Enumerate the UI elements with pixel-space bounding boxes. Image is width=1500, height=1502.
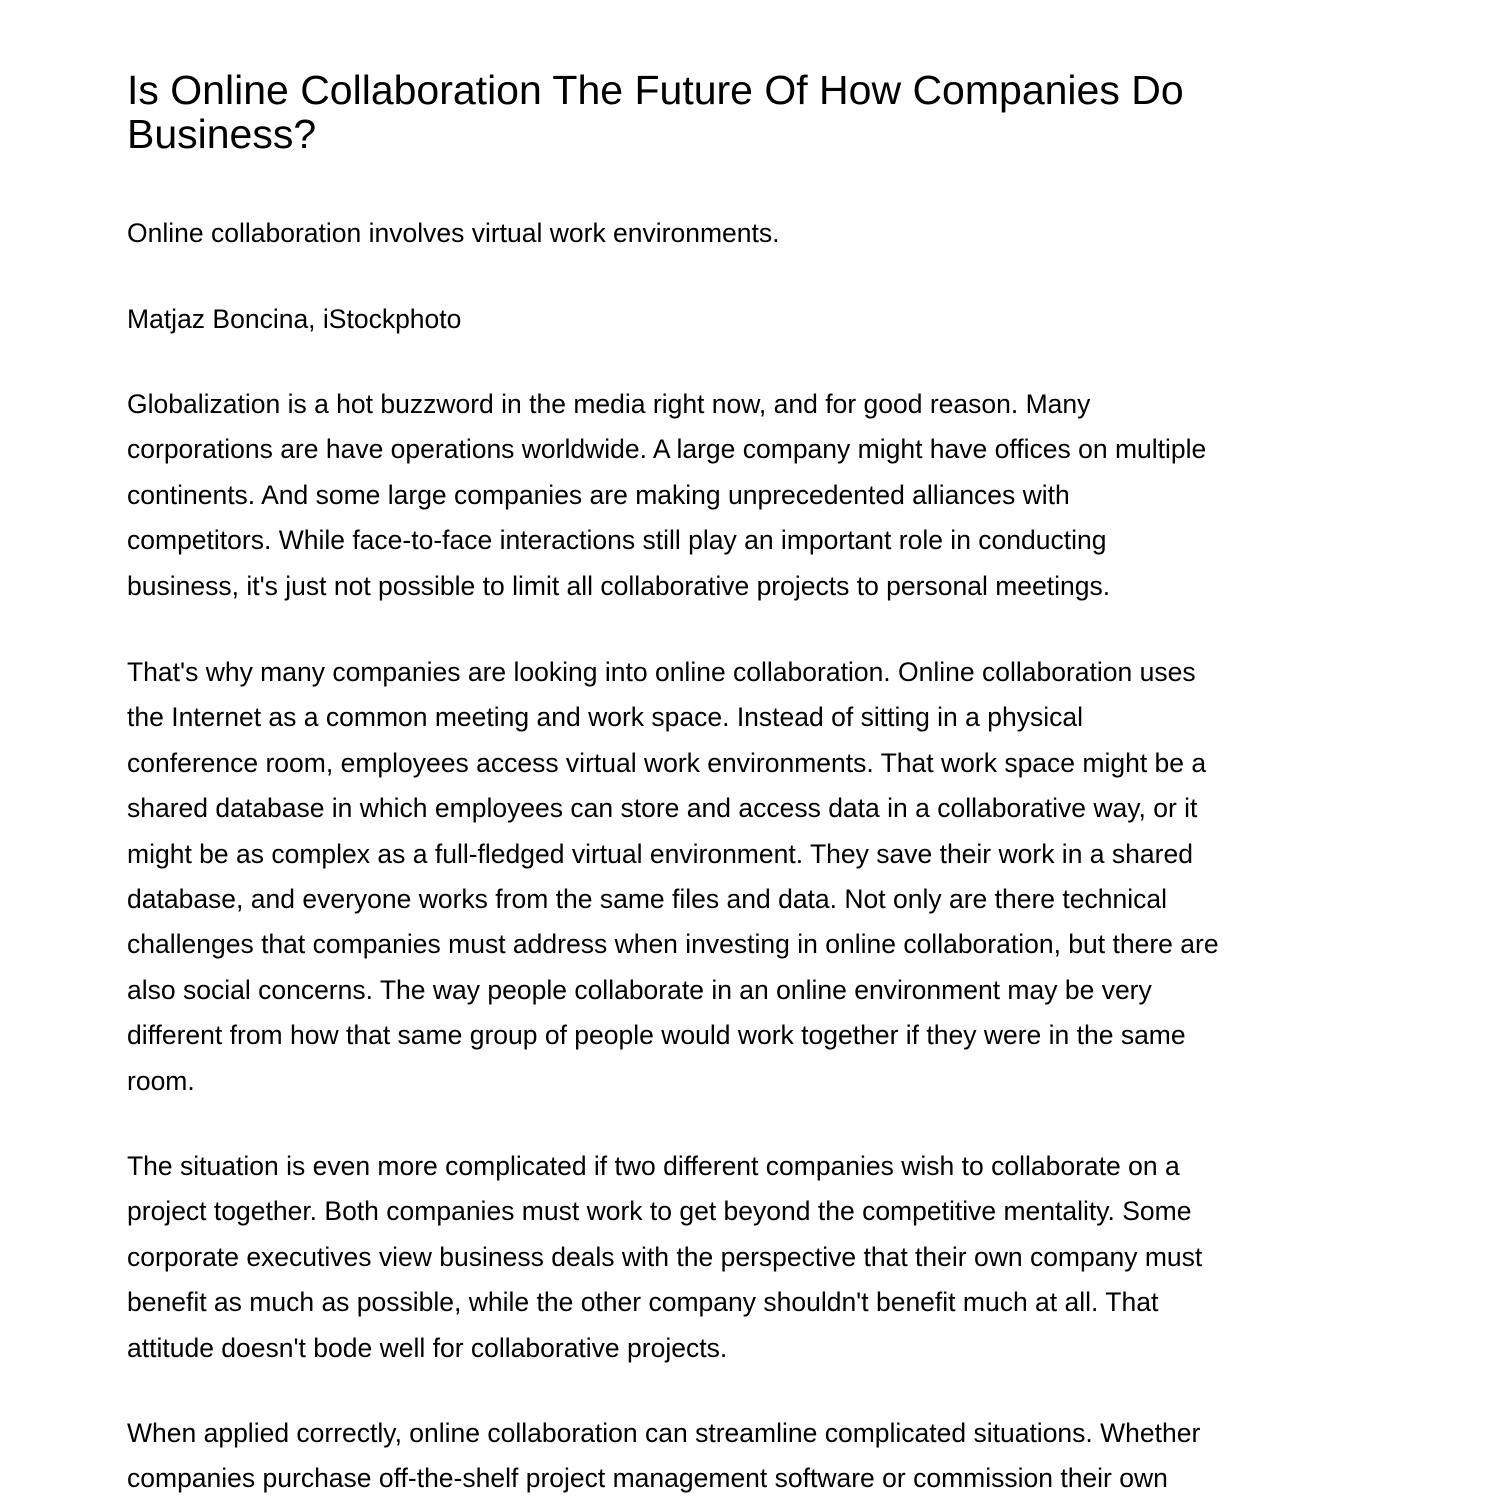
paragraph-4 [127,1411,1200,1502]
document-page [127,68,1387,156]
paragraph-line: benefit as much as possible, while the other company shouldn't benefit much at all. That [127,1287,1159,1318]
paragraph-line: project together. Both companies must work to get beyond the competitive mentality. Some [127,1196,1192,1227]
paragraph-line: room. [127,1065,195,1096]
title-line: Is Online Collaboration The Future Of How Companies Do [127,67,1184,113]
image-credit: Matjaz Boncina, iStockphoto [127,304,462,334]
paragraph-line: That's why many companies are looking into online collaboration. Online collaboration uses [127,657,1196,687]
paragraph-2 [127,650,1219,1104]
paragraph-line: also social concerns. The way people collaborate in an online environment may be very [127,974,1152,1005]
paragraph-line: The situation is even more complicated if two different companies wish to collaborate on a [127,1151,1180,1181]
image-caption: Online collaboration involves virtual work environments. [127,218,780,248]
paragraph-line: continents. And some large companies are making unprecedented alliances with [127,479,1070,510]
paragraph-line: attitude doesn't bode well for collaborative projects. [127,1332,728,1363]
title-line: Business? [127,111,317,157]
paragraph-line: corporate executives view business deals with the perspective that their own company must [127,1241,1203,1272]
paragraph-line: Globalization is a hot buzzword in the media right now, and for good reason. Many [127,389,1091,419]
paragraph-line: business, it's just not possible to limit all collaborative projects to personal meetings. [127,570,1111,601]
paragraph-3 [127,1144,1202,1371]
paragraph-line: competitors. While face-to-face interactions still play an important role in conducting [127,525,1107,556]
paragraph-line: corporations are have operations worldwide. A large company might have offices on multiple [127,434,1207,465]
paragraph-line: might be as complex as a full-fledged virtual environment. They save their work in a shared [127,838,1193,869]
paragraph-line: shared database in which employees can store and access data in a collaborative way, or it [127,793,1198,824]
paragraph-line: companies purchase off-the-shelf project management software or commission their own [127,1463,1168,1494]
paragraph-line: database, and everyone works from the same files and data. Not only are there technical [127,884,1167,915]
paragraph-line: different from how that same group of people would work together if they were in the same [127,1020,1186,1051]
paragraph-line: When applied correctly, online collaboration can streamline complicated situations. Whether [127,1418,1201,1448]
paragraph-1 [127,382,1206,609]
paragraph-line: challenges that companies must address when investing in online collaboration, but there are [127,929,1219,960]
paragraph-line: conference room, employees access virtual work environments. That work space might be a [127,747,1207,778]
paragraph-line: the Internet as a common meeting and work space. Instead of sitting in a physical [127,702,1083,733]
article-title [127,68,1387,156]
